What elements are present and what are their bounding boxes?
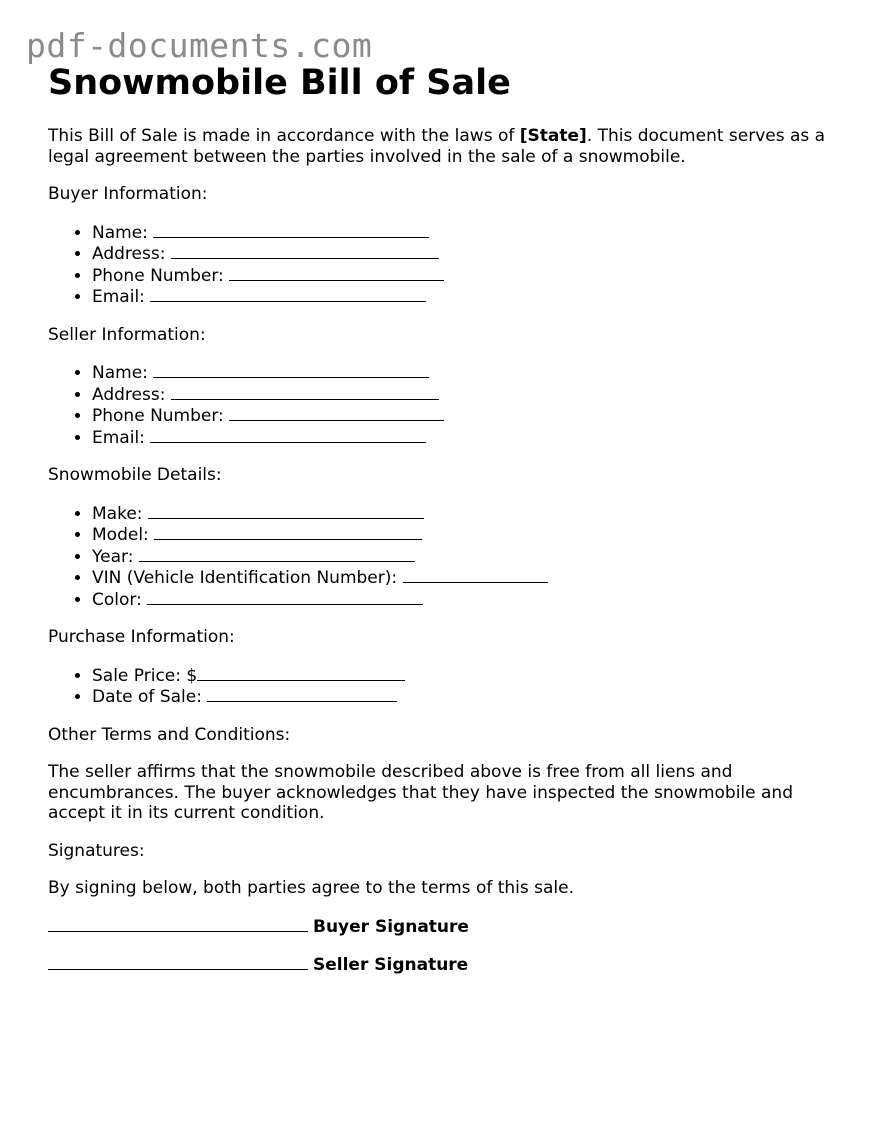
snowmobile-details-list <box>48 503 848 611</box>
make-label: Make: <box>92 503 143 524</box>
model-field[interactable] <box>154 524 422 540</box>
list-item <box>92 503 848 525</box>
intro-text-after: . This document serves as a legal agreement between the parties involved in the sale of a snowmobile. <box>48 126 826 167</box>
list-item <box>92 265 848 287</box>
seller-signature-line[interactable] <box>48 954 308 970</box>
purchase-info-list <box>48 665 848 708</box>
seller-address-label: Address: <box>92 384 166 405</box>
list-item <box>92 405 848 427</box>
snowmobile-details-heading: Snowmobile Details: <box>48 465 222 485</box>
seller-phone-label: Phone Number: <box>92 406 224 426</box>
seller-email-field[interactable] <box>150 427 426 443</box>
color-label: Color: <box>92 589 142 610</box>
list-item <box>92 589 848 611</box>
seller-phone-field[interactable] <box>229 405 444 421</box>
list-item <box>92 243 848 265</box>
buyer-signature-row <box>48 916 848 938</box>
seller-signature-label: Seller Signature <box>313 955 469 975</box>
buyer-email-field[interactable] <box>150 286 426 302</box>
seller-name-label: Name: <box>92 363 148 383</box>
list-item <box>92 384 848 406</box>
seller-info-list <box>48 362 848 448</box>
buyer-address-field[interactable] <box>171 243 439 259</box>
seller-info-heading: Seller Information: <box>48 324 206 345</box>
buyer-name-label: Name: <box>92 222 148 243</box>
year-field[interactable] <box>139 546 415 562</box>
buyer-address-label: Address: <box>92 244 166 264</box>
terms-heading: Other Terms and Conditions: <box>48 724 291 745</box>
seller-name-field[interactable] <box>153 362 429 378</box>
vin-field[interactable] <box>403 567 548 583</box>
color-field[interactable] <box>147 589 423 605</box>
list-item <box>92 665 848 687</box>
vin-label: VIN (Vehicle Identification Number): <box>92 568 398 588</box>
buyer-info-list <box>48 222 848 308</box>
list-item <box>92 286 848 308</box>
signatures-text: By signing below, both parties agree to the terms of this sale. <box>48 878 575 898</box>
buyer-name-field[interactable] <box>153 222 429 238</box>
buyer-email-label: Email: <box>92 287 145 307</box>
intro-paragraph <box>48 126 848 167</box>
sale-price-field[interactable] <box>197 665 405 681</box>
page-title: Snowmobile Bill of Sale <box>48 63 511 103</box>
list-item <box>92 222 848 244</box>
terms-text: The seller affirms that the snowmobile described above is free from all liens and encumbrances. The buyer acknowledges that they have inspected the snowmobile and accept it in its current condition. <box>48 762 793 823</box>
buyer-signature-label: Buyer Signature <box>313 916 469 937</box>
sale-price-label: Sale Price: $ <box>92 665 198 686</box>
seller-email-label: Email: <box>92 427 145 448</box>
date-of-sale-field[interactable] <box>207 686 397 702</box>
intro-text-before: This Bill of Sale is made in accordance with the laws of <box>48 126 520 146</box>
buyer-phone-field[interactable] <box>229 265 444 281</box>
document-page <box>48 62 848 976</box>
list-item <box>92 427 848 449</box>
state-placeholder: [State] <box>519 126 587 146</box>
seller-address-field[interactable] <box>171 384 439 400</box>
list-item <box>92 546 848 568</box>
make-field[interactable] <box>148 503 424 519</box>
buyer-phone-label: Phone Number: <box>92 265 224 286</box>
purchase-info-heading: Purchase Information: <box>48 627 235 647</box>
model-label: Model: <box>92 525 149 545</box>
signatures-heading: Signatures: <box>48 840 145 861</box>
buyer-info-heading: Buyer Information: <box>48 184 208 204</box>
date-of-sale-label: Date of Sale: <box>92 687 202 707</box>
list-item <box>92 686 848 708</box>
list-item <box>92 524 848 546</box>
list-item <box>92 567 848 589</box>
year-label: Year: <box>92 546 134 567</box>
watermark: pdf-documents.com <box>26 26 373 65</box>
list-item <box>92 362 848 384</box>
seller-signature-row <box>48 954 848 976</box>
buyer-signature-line[interactable] <box>48 916 308 932</box>
